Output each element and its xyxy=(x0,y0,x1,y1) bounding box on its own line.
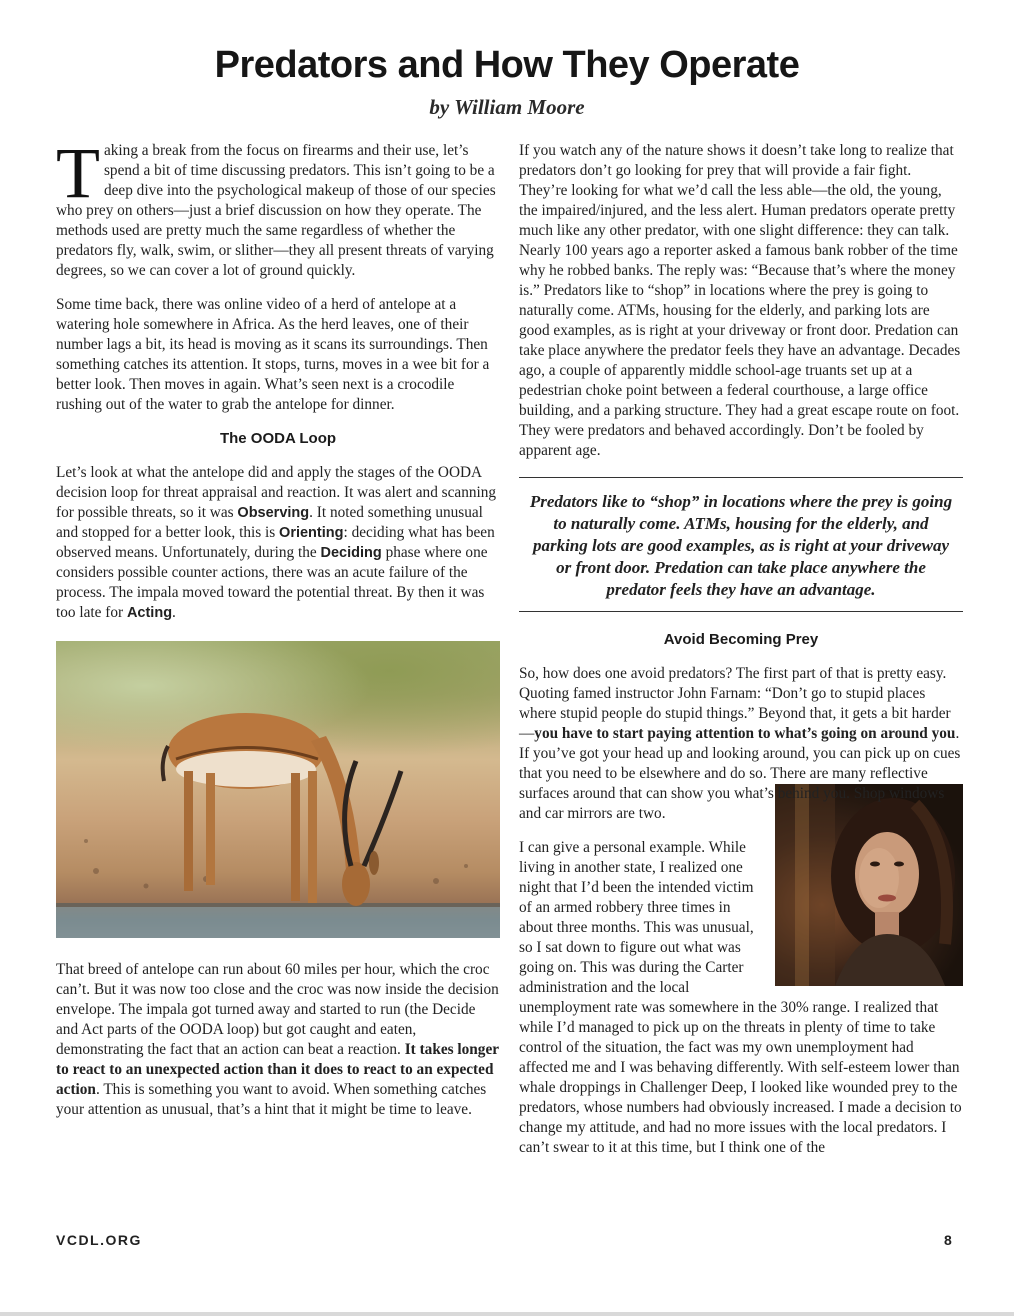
woman-photo xyxy=(775,784,963,986)
footer-site: VCDL.ORG xyxy=(56,1232,142,1248)
ooda-text-4: phase where one considers possible counter actions, there was an acute failure of the process. The impala moved toward the potential threat. By then it was too late for xyxy=(56,544,488,621)
aftermath-bold: It takes longer to react to an unexpected action than it does to react to an expected action xyxy=(56,1041,499,1098)
antelope-story-paragraph: Some time back, there was online video of a herd of antelope at a watering hole somewhere in Africa. As the herd leaves, one of their number lags a bit, its head is moving as it scans its surroundings. Then something catches its attention. It stops, turns, moves in a wee bit for a better look. Then moves in again. What’s seen next is a crocodile rushing out of the water to grab the antelope for dinner. xyxy=(56,296,490,413)
byline: by William Moore xyxy=(429,95,585,119)
intro-paragraph xyxy=(56,133,500,281)
ooda-text-5: . xyxy=(172,604,176,621)
drop-cap: T xyxy=(56,133,100,213)
aftermath-paragraph xyxy=(56,960,500,1120)
avoid-text-2: . If you’ve got your head up and looking around, you can pick up on cues that you need to be elsewhere and do so. There are many reflective surfaces around that can show you what’s behind you. Shop windows and car mirrors are two. xyxy=(519,725,961,822)
page-bottom-edge xyxy=(0,1312,1014,1316)
right-column xyxy=(519,141,963,1158)
keyword-observing: Observing xyxy=(237,505,310,521)
left-column xyxy=(56,133,500,1120)
antelope-photo xyxy=(56,641,500,938)
ooda-text-2: . It noted something unusual and stopped for a better look, this is xyxy=(56,504,483,541)
keyword-orienting: Orienting xyxy=(279,525,344,541)
woman-illustration xyxy=(775,784,963,986)
ooda-text-1: Let’s look at what the antelope did and apply the stages of the OODA decision loop for threat appraisal and reaction. It was alert and scanning for possible threats, so it was xyxy=(56,464,497,521)
aftermath-text-1: That breed of antelope can run about 60 miles per hour, which the croc can’t. But it was now too close and the croc was now inside the decision envelope. The impala got turned away and started to run (the Decide and Act parts of the OODA loop) but got caught and eaten, demonstrating the fact that an action can beat a reaction. xyxy=(56,961,499,1058)
avoid-text-1: So, how does one avoid predators? The first part of that is pretty easy. Quoting famed instructor John Farnam: “Don’t go to stupid places where stupid people do stupid things.” Beyond that, it gets a bit harder— xyxy=(519,665,951,742)
nature-shows-paragraph: If you watch any of the nature shows it doesn’t take long to realize that predators don’t go looking for prey that will provide a fair fight. They’re looking for what we’d call the less able—the old, the young, the impaired/injured, and the less alert. Human predators operate pretty much like any other predator, with one slight difference: they can talk. Nearly 100 years ago a reporter asked a famous bank robber of the time why he robbed banks. The reply was: “Because that’s where the money is.” Predators like to “shop” in locations where the prey is going to naturally come. ATMs, housing for the elderly, and parking lots are good examples, as is right at your driveway or front door. Predation can take place anywhere the predator feels they have an advantage. Decades ago, a couple of apparently middle school-age truants set up at a pedestrian choke point between a federal courthouse, a large office building, and a parking structure. They had a great escape route on foot. They were predators and behaved accordingly. Don’t be fooled by apparent age. xyxy=(519,142,961,459)
ooda-paragraph xyxy=(56,463,500,623)
personal-example-paragraph: I can give a personal example. While living in another state, I realized one night that I’d been the intended victim of an armed robbery three times in about three months. This was unusual, so I sat down to figure out what was going on. This was during the Carter administration and the local unemployment rate was somewhere in the 30% range. I realized that while I’d managed to pick up on the threats in plenty of time to take control of the situation, the fact was my own unemployment had affected me and I was behaving differently. With self-esteem lower than whale droppings in Challenger Deep, I looked like wounded prey to the predators, whose numbers had obviously increased. I made a decision to change my attitude, and had no more issues with the local predators. I can’t swear to it at this time, but I think one of the xyxy=(519,839,962,1156)
page-number: 8 xyxy=(944,1232,952,1248)
subhead-avoid-prey: Avoid Becoming Prey xyxy=(663,631,819,648)
pull-quote: Predators like to “shop” in locations where the prey is going to naturally come. ATMs, housing for the elderly, and parking lots are good examples, as is right at your driveway or front door. Predation can take place anywhere the predator feels they have an advantage. xyxy=(519,477,963,612)
keyword-deciding: Deciding xyxy=(320,545,382,561)
article-title: Predators and How They Operate xyxy=(214,44,800,86)
intro-text: aking a break from the focus on firearms and their use, let’s spend a bit of time discussing predators. This isn’t going to be a deep dive into the psychological makeup of those of our species who prey on others—just a brief discussion on how they operate. The methods used are pretty much the same regardless of whether the predators fly, walk, swim, or slither—they all present threats of varying degrees, so we can cover a lot of ground quickly. xyxy=(56,142,496,279)
keyword-acting: Acting xyxy=(126,605,173,621)
antelope-illustration xyxy=(56,641,500,938)
ooda-text-3: : deciding what has been observed means. Unfortunately, during the xyxy=(56,524,495,561)
avoid-paragraph xyxy=(519,664,963,824)
aftermath-text-2: . This is something you want to avoid. When something catches your attention as unusual, that’s a hint that it might be time to leave. xyxy=(56,1081,487,1118)
subhead-ooda-loop: The OODA Loop xyxy=(219,430,337,447)
avoid-bold: you have to start paying attention to what’s going on around you xyxy=(534,725,956,742)
